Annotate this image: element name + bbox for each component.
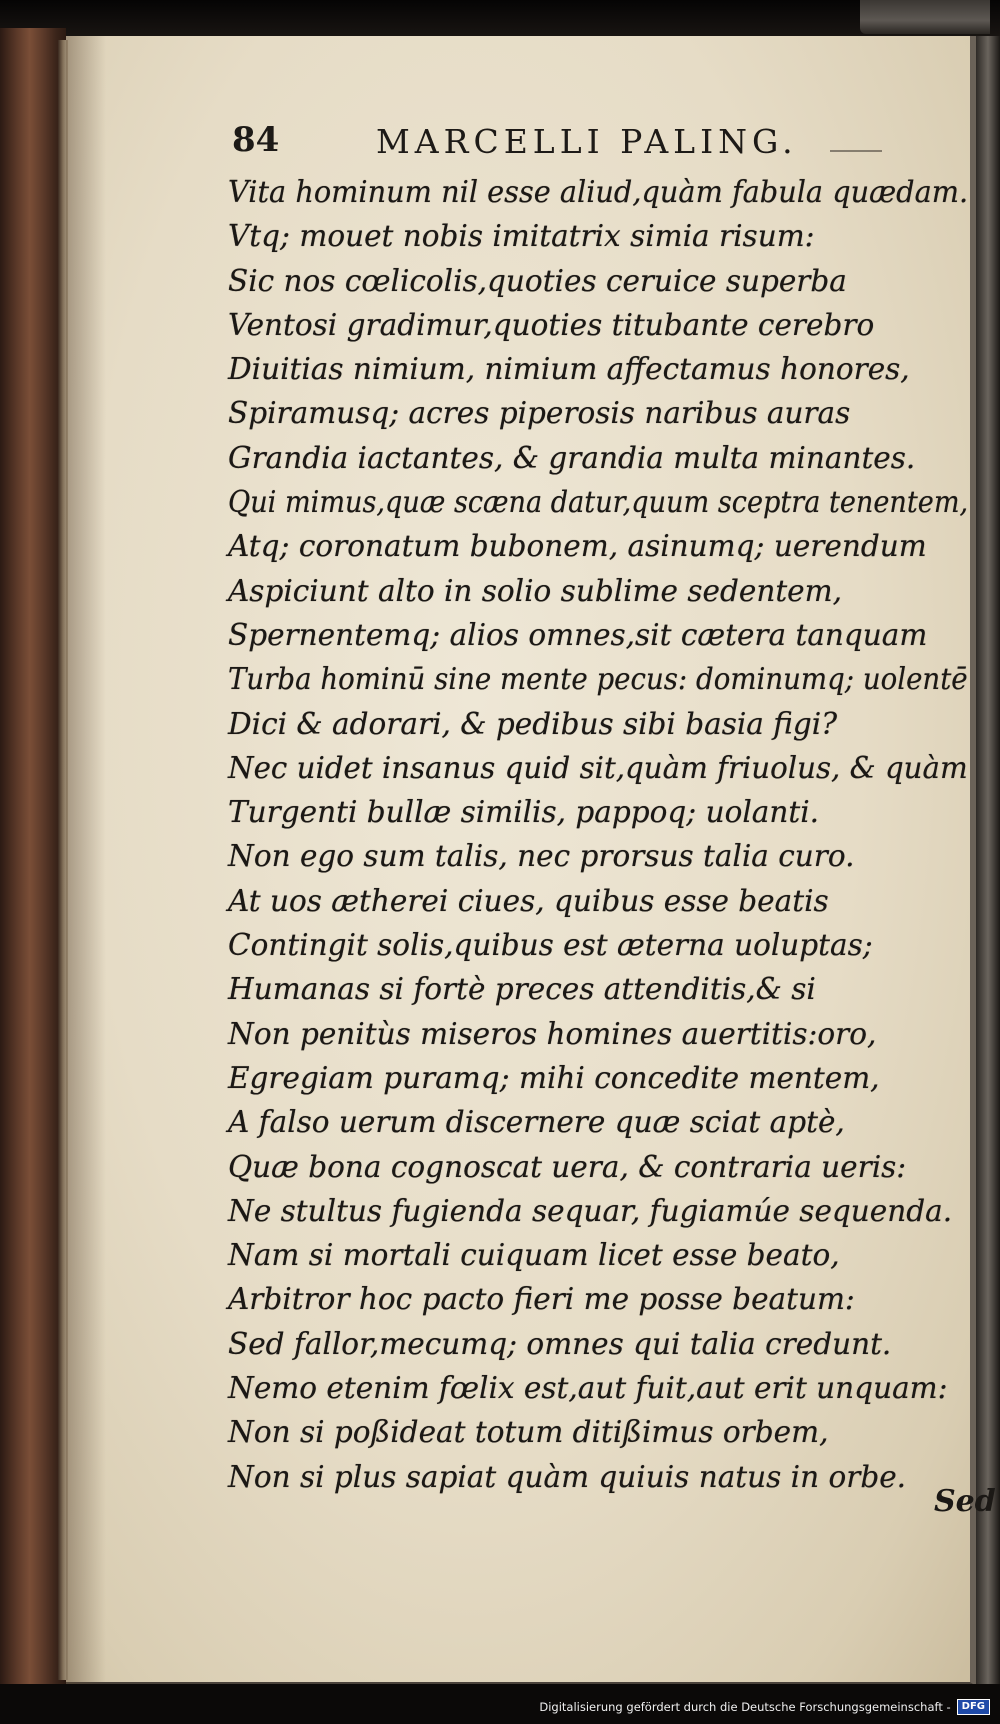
verse-block (228, 170, 968, 1499)
verse-line: Nam si mortali cuiquam licet esse beato, (228, 1238, 840, 1273)
running-title: MARCELLI PALING. (376, 122, 798, 161)
page-gutter-edge (58, 40, 68, 1680)
verse-line: Quæ bona cognoscat uera, & contraria ueris: (228, 1149, 907, 1184)
verse-line: Vita hominum nil esse aliud,quàm fabula quædam. (228, 175, 969, 209)
credit-text: Digitalisierung gefördert durch die Deutsche Forschungsgemeinschaft - (539, 1700, 951, 1714)
header-mark (830, 150, 882, 152)
verse-line: Spiramusq; acres piperosis naribus auras (228, 396, 851, 431)
verse-line: Non si plus sapiat quàm quiuis natus in orbe. (228, 1459, 907, 1494)
book-spine (0, 28, 66, 1698)
catchword: Sed (934, 1484, 996, 1519)
page-number: 84 (232, 120, 280, 160)
verse-line: At uos ætherei ciues, quibus esse beatis (228, 883, 829, 918)
verse-line: Turba hominū sine mente pecus: dominumq; uolentē (228, 662, 968, 697)
verse-line: Sic nos cœlicolis,quoties ceruice superba (228, 263, 847, 298)
verse-line: Aspiciunt alto in solio sublime sedentem, (228, 573, 842, 608)
verse-line: Non si poßideat totum ditißimus orbem, (228, 1415, 829, 1450)
verse-line: Arbitror hoc pacto fieri me posse beatum: (228, 1282, 855, 1317)
verse-line: Egregiam puramq; mihi concedite mentem, (228, 1060, 880, 1095)
verse-line: A falso uerum discernere quæ sciat aptè, (228, 1105, 845, 1140)
dfg-logo: DFG (957, 1699, 990, 1715)
verse-line: Contingit solis,quibus est æterna uoluptas; (228, 928, 873, 963)
verse-line: Dici & adorari, & pedibus sibi basia figi? (228, 706, 838, 741)
verse-line: Diuitias nimium, nimium affectamus honores, (228, 352, 910, 387)
running-head (232, 120, 832, 168)
verse-line: Nec uidet insanus quid sit,quàm friuolus, & quàm (228, 750, 968, 785)
verse-line: Ne stultus fugienda sequar, fugiamúe sequenda. (228, 1193, 953, 1228)
verse-line: Atq; coronatum bubonem, asinumq; uerendum (228, 529, 927, 564)
scan-top-border (0, 0, 1000, 40)
verse-line: Nemo etenim fœlix est,aut fuit,aut erit unquam: (228, 1371, 948, 1406)
verse-line: Sed fallor,mecumq; omnes qui talia credunt. (228, 1326, 892, 1361)
verse-line: Qui mimus,quæ scæna datur,quum sceptra tenentem, (228, 485, 969, 520)
verse-line: Turgenti bullæ similis, pappoq; uolanti. (228, 795, 820, 830)
verse-line: Grandia iactantes, & grandia multa minantes. (228, 440, 916, 475)
digitization-credit (539, 1697, 1000, 1717)
verse-line: Humanas si fortè preces attenditis,& si (228, 972, 816, 1007)
verse-line: Ventosi gradimur,quoties titubante cerebro (228, 307, 875, 342)
verse-line: Vtq; mouet nobis imitatrix simia risum: (228, 219, 815, 254)
verse-line: Non penitùs miseros homines auertitis:oro, (228, 1016, 877, 1051)
verse-line: Spernentemq; alios omnes,sit cætera tanquam (228, 617, 928, 652)
scan-right-border (976, 36, 1000, 1686)
verse-line: Non ego sum talis, nec prorsus talia curo. (228, 839, 855, 874)
scan-top-tab (860, 0, 990, 34)
